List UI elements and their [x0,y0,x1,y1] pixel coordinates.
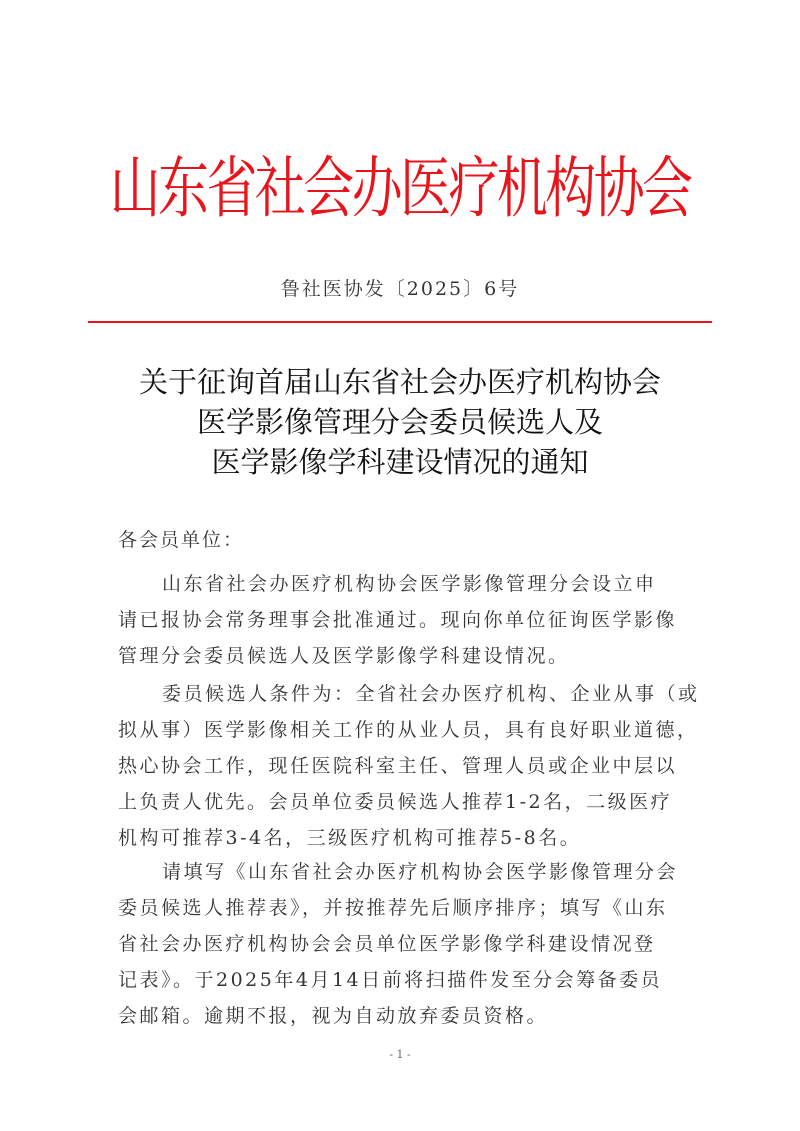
paragraph-line: 山东省社会办医疗机构协会医学影像管理分会设立申 [162,573,657,595]
paragraph-3 [118,854,688,1034]
paragraph-line: 会邮箱。逾期不报，视为自动放弃委员资格。 [118,1005,549,1027]
paragraph-line: 记表》。于2025年4月14日前将扫描件发至分会筹备委员 [118,969,663,991]
organization-letterhead: 山东省社会办医疗机构协会 [109,148,691,228]
paragraph-line: 机构可推荐3-4名，三级医疗机构可推荐5-8名。 [118,827,582,849]
paragraph-line: 管理分会委员候选人及医学影像学科建设情况。 [118,645,570,667]
notice-title-line: 关于征询首届山东省社会办医疗机构协会 [138,365,661,399]
paragraph-1 [118,566,688,674]
paragraph-line: 委员候选人条件为：全省社会办医疗机构、企业从事（或 [162,683,700,705]
paragraph-line: 省社会办医疗机构协会会员单位医学影像学科建设情况登 [118,933,656,955]
salutation: 各会员单位： [118,529,245,551]
page-number: - 1 - [389,1048,411,1061]
paragraph-line: 拟从事）医学影像相关工作的从业人员，具有良好职业道德， [118,719,699,741]
notice-title-line: 医学影像学科建设情况的通知 [211,445,589,479]
paragraph-line: 热心协会工作，现任医院科室主任、管理人员或企业中层以 [118,755,678,777]
paragraph-line: 委员候选人推荐表》，并按推荐先后顺序排序；填写《山东 [118,897,668,919]
paragraph-line: 请已报协会常务理事会批准通过。现向你单位征询医学影像 [118,609,678,631]
paragraph-line: 请填写《山东省社会办医疗机构协会医学影像管理分会 [162,861,679,883]
document-number: 鲁社医协发〔2025〕6号 [280,278,520,300]
paragraph-line: 上负责人优先。会员单位委员候选人推荐1-2名，二级医疗 [118,791,673,813]
letterhead-divider [88,321,712,323]
notice-title [0,362,800,482]
notice-title-line: 医学影像管理分会委员候选人及 [196,405,603,439]
paragraph-2 [118,676,700,856]
